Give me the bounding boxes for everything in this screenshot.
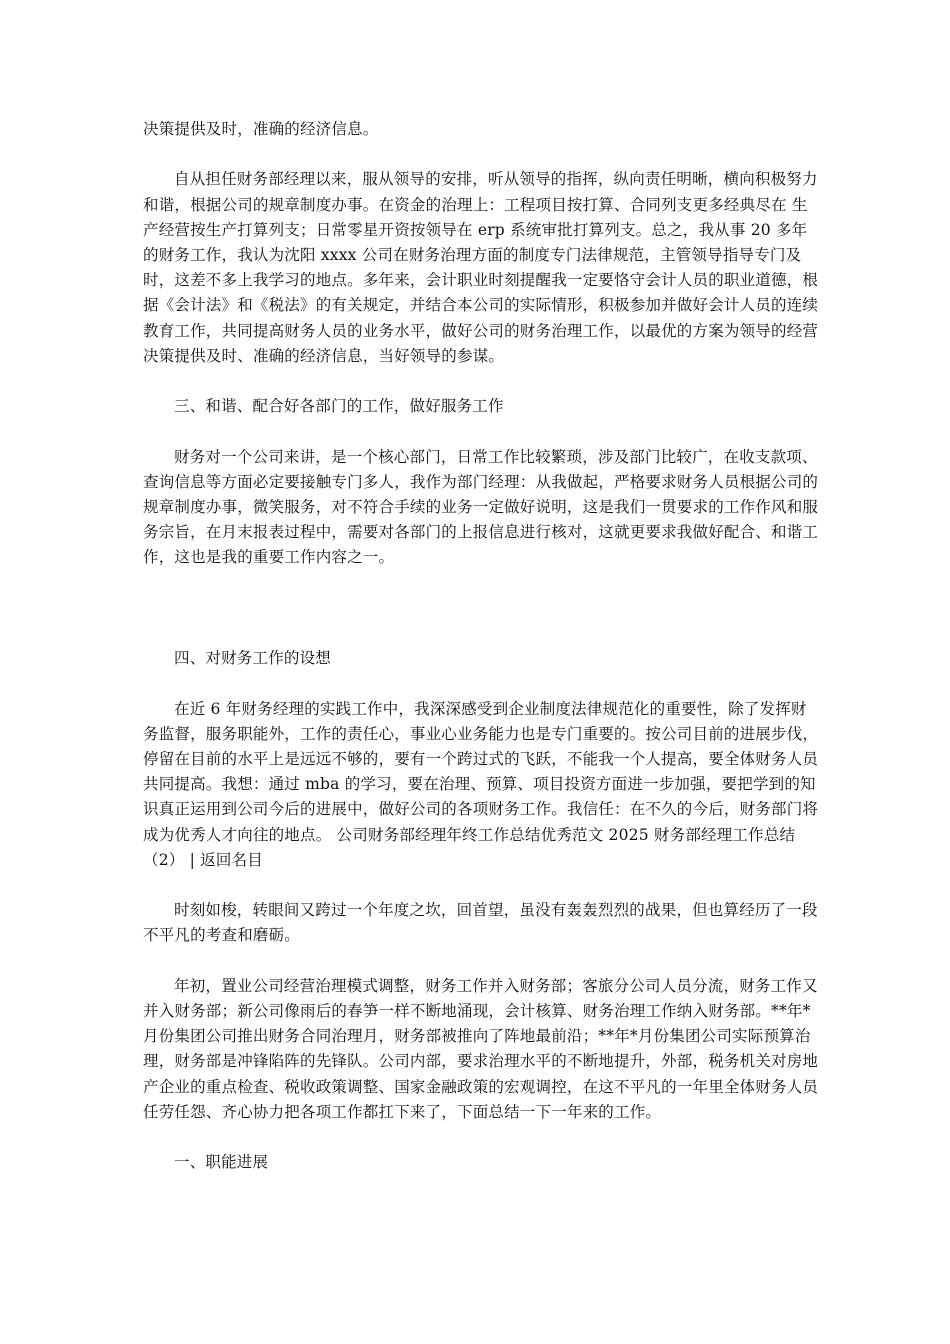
paragraph-future-plans: 在近 6 年财务经理的实践工作中，我深深感受到企业制度法律规范化的重要性，除了发挥财务监督，服务职能外，工作的责任心，事业心业务能力也是专门重要的。按公司目前的进展步伐，停留在目前的水平上是远远不够的，要有一个跨过式的飞跃，不能我一个人提高，要全体财务人员共同提高。我想：通过 mba 的学习，要在治理、预算、项目投资方面进一步加强，要把学到的知识真正运用到公司今后的进展中，做好公司的各项财务工作。我信任：在不久的今后，财务部门将成为优秀人才向往的地点。 公司财务部经理年终工作总结优秀范文 2025 财务部经理工作总结（2） | 返回名目 — [143, 699, 819, 869]
paragraph-service-work: 财务对一个公司来讲，是一个核心部门，日常工作比较繁琐，涉及部门比较广，在收支款项、查询信息等方面必定要接触专门多人，我作为部门经理：从我做起，严格要求财务人员根据公司的规章制度办事，微笑服务，对不符合手续的业务一定做好说明，这是我们一贯要求的工作作风和服务宗旨，在月末报表过程中，需要对各部门的上报信息进行核对，这就更要求我做好配合、和谐工作，这也是我的重要工作内容之一。 — [143, 447, 819, 567]
paragraph-year-overview: 年初，置业公司经营治理模式调整，财务工作并入财务部；客旅分公司人员分流，财务工作又并入财务部；新公司像雨后的春笋一样不断地涌现，会计核算、财务治理工作纳入财务部。**年*月份集团公司推出财务合同治理月，财务部被推向了阵地最前沿；**年*月份集团公司实际预算治理，财务部是冲锋陷阵的先锋队。公司内部，要求治理水平的不断地提升，外部，税务机关对房地产企业的重点检查、税收政策调整、国家金融政策的宏观调控，在这不平凡的一年里全体财务人员任劳任怨、齐心协力把各项工作都扛下来了，下面总结一下一年来的工作。 — [143, 976, 819, 1121]
paragraph-management-duties: 自从担任财务部经理以来，服从领导的安排，听从领导的指挥，纵向责任明晰，横向积极努力和谐，根据公司的规章制度办事。在资金的治理上：工程项目按打算、合同列支更多经典尽在 生产经营按生产打算列支；日常零星开资按领导在 erp 系统审批打算列支。总之，我从事 20 多年的财务工作，我认为沈阳 xxxx 公司在财务治理方面的制度专门法律规范，主管领导指导专门及时，这差不多上我学习的地点。多年来，会计职业时刻提醒我一定要恪守会计人员的职业道德，根据《会计法》和《税法》的有关规定，并结合本公司的实际情形，积极参加并做好会计人员的连续教育工作，共同提高财务人员的业务水平，做好公司的财务治理工作，以最优的方案为领导的经营决策提供及时、准确的经济信息，当好领导的参谋。 — [143, 170, 819, 365]
section-heading-3: 三、和谐、配合好各部门的工作，做好服务工作 — [174, 397, 504, 416]
paragraph-year-review: 时刻如梭，转眼间又跨过一个年度之坎，回首望，虽没有轰轰烈烈的战果，但也算经历了一段不平凡的考查和磨砺。 — [143, 901, 818, 945]
section-heading-4: 四、对财务工作的设想 — [174, 649, 332, 668]
section-heading-1: 一、职能进展 — [174, 1153, 269, 1172]
paragraph-continuation: 决策提供及时，准确的经济信息。 — [143, 120, 379, 138]
document-body — [143, 117, 819, 1175]
